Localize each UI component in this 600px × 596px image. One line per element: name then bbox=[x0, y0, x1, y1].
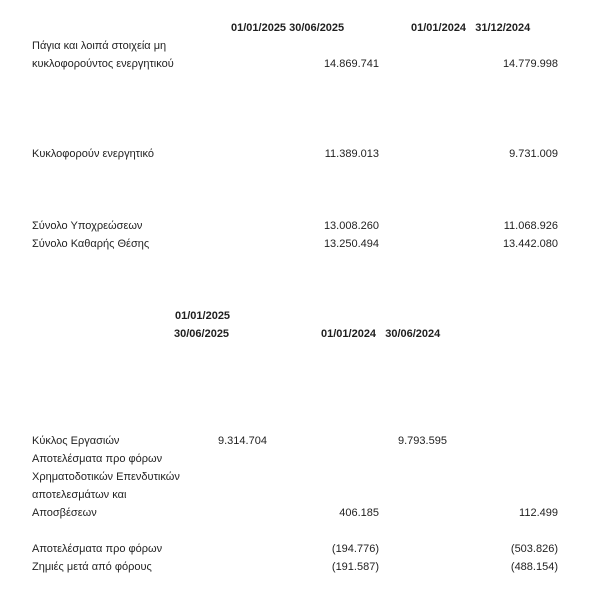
header-period-2024: 01/01/2024 31/12/2024 bbox=[411, 22, 531, 34]
current-assets-2025: 11.389.013 bbox=[324, 148, 379, 160]
total-equity-2024: 13.442.080 bbox=[502, 238, 558, 250]
total-equity-2025: 13.250.494 bbox=[323, 238, 379, 250]
current-assets-2024: 9.731.009 bbox=[509, 148, 558, 160]
total-liabilities-2025: 13.008.260 bbox=[323, 220, 379, 232]
revenue-2024: 9.793.595 bbox=[398, 435, 447, 447]
fixed-assets-2024: 14.779.998 bbox=[502, 58, 558, 70]
row-label-current-assets: Κυκλοφορούν ενεργητικό bbox=[32, 148, 154, 160]
row-label-revenue: Κύκλος Εργασιών bbox=[32, 435, 120, 447]
row-label-ebitda-line4: Αποσβέσεων bbox=[32, 507, 97, 519]
eat-2025: (191.587) bbox=[331, 561, 379, 573]
is-header-2024: 01/01/2024 30/06/2024 bbox=[321, 328, 441, 340]
row-label-total-liabilities: Σύνολο Υποχρεώσεων bbox=[32, 220, 143, 232]
fixed-assets-2025: 14.869.741 bbox=[323, 58, 379, 70]
row-label-ebitda-line1: Αποτελέσματα προ φόρων bbox=[32, 453, 163, 465]
is-header-2025-line2: 30/06/2025 bbox=[174, 328, 230, 340]
header-period-2025: 01/01/2025 30/06/2025 bbox=[231, 22, 345, 34]
row-label-fixed-assets-line2: κυκλοφορούντος ενεργητικού bbox=[32, 58, 174, 70]
ebt-2025: (194.776) bbox=[331, 543, 379, 555]
row-label-ebitda-line2: Χρηματοδοτικών Επενδυτικών bbox=[32, 471, 180, 483]
total-liabilities-2024: 11.068.926 bbox=[503, 220, 558, 232]
ebitda-2025: 406.185 bbox=[339, 507, 379, 519]
row-label-eat: Ζημιές μετά από φόρους bbox=[32, 561, 152, 573]
revenue-2025: 9.314.704 bbox=[218, 435, 267, 447]
is-header-2025-line1: 01/01/2025 bbox=[175, 310, 231, 322]
eat-2024: (488.154) bbox=[510, 561, 558, 573]
row-label-ebitda-line3: αποτελεσμάτων και bbox=[32, 489, 127, 501]
ebitda-2024: 112.499 bbox=[519, 507, 558, 519]
row-label-fixed-assets-line1: Πάγια και λοιπά στοιχεία μη bbox=[32, 40, 167, 52]
ebt-2024: (503.826) bbox=[510, 543, 558, 555]
row-label-ebt: Αποτελέσματα προ φόρων bbox=[32, 543, 163, 555]
row-label-total-equity: Σύνολο Καθαρής Θέσης bbox=[32, 238, 150, 250]
